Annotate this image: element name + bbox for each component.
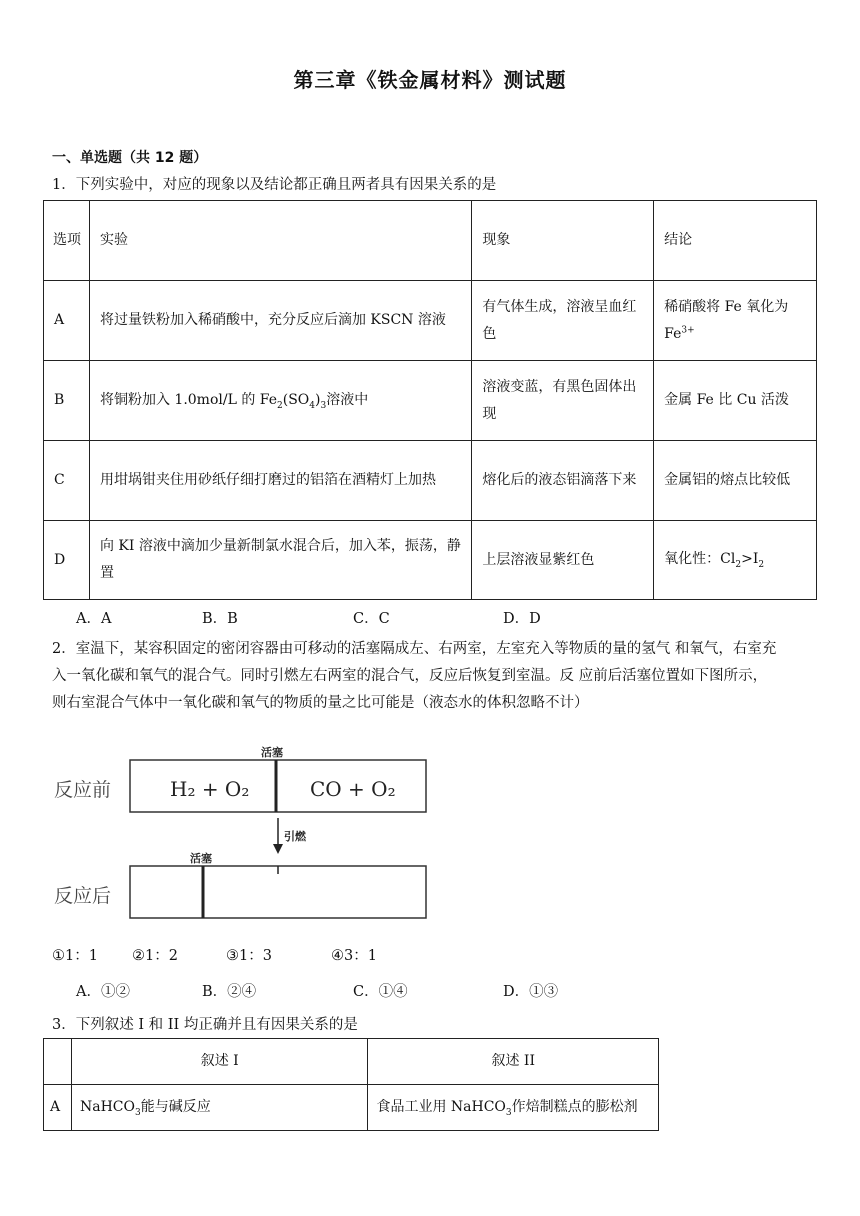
q1-stem: 1．下列实验中，对应的现象以及结论都正确且两者具有因果关系的是 bbox=[52, 177, 497, 193]
row-conclusion: 氧化性：$Cl_2>I_2$ bbox=[654, 521, 817, 600]
option-a[interactable]: A．A bbox=[76, 611, 112, 627]
q2-options bbox=[76, 980, 558, 1001]
header-option: 选项 bbox=[44, 201, 90, 281]
q2-stem-line: 则右室混合气体中一氧化碳和氧气的物质的量之比可能是（液态水的体积忽略不计） bbox=[52, 694, 589, 711]
ratio-item: ①1：1 bbox=[52, 948, 98, 964]
table-row bbox=[44, 281, 817, 361]
page-title: 第三章《铁金属材料》测试题 bbox=[293, 68, 567, 92]
row-conclusion: 金属 Fe 比 Cu 活泼 bbox=[654, 361, 817, 441]
row-statement-2: 食品工业用 NaHCO$_3$作焙制糕点的膨松剂 bbox=[368, 1085, 659, 1131]
q3-table bbox=[43, 1038, 659, 1131]
before-label: 反应前 bbox=[54, 779, 112, 801]
q2-stem-line: 入一氧化碳和氧气的混合气。同时引燃左右两室的混合气，反应后恢复到室温。反 应前后活塞位置如下图所示， bbox=[52, 667, 768, 684]
q1-options bbox=[76, 607, 541, 628]
option-a[interactable]: A．①② bbox=[76, 984, 130, 1000]
piston-label-top: 活塞 bbox=[261, 746, 283, 759]
table-row bbox=[44, 441, 817, 521]
row-conclusion: 稀硝酸将 Fe 氧化为 $Fe^{3+}$ bbox=[654, 281, 817, 361]
row-experiment: 将过量铁粉加入稀硝酸中，充分反应后滴加 KSCN 溶液 bbox=[89, 281, 471, 361]
table-row bbox=[44, 361, 817, 441]
row-option: D bbox=[44, 521, 90, 600]
row-phenomenon: 有气体生成，溶液呈血红色 bbox=[472, 281, 654, 361]
header-experiment: 实验 bbox=[89, 201, 471, 281]
table-header-row bbox=[44, 1039, 659, 1085]
header-blank bbox=[44, 1039, 72, 1085]
row-option: A bbox=[44, 281, 90, 361]
q1-table bbox=[43, 200, 817, 600]
row-experiment: 向 KI 溶液中滴加少量新制氯水混合后，加入苯，振荡，静置 bbox=[89, 521, 471, 600]
option-c[interactable]: C．C bbox=[353, 611, 390, 627]
table-header-row bbox=[44, 201, 817, 281]
option-d[interactable]: D．①③ bbox=[503, 984, 559, 1000]
row-conclusion: 金属铝的熔点比较低 bbox=[654, 441, 817, 521]
row-statement-1: NaHCO$_3$能与碱反应 bbox=[71, 1085, 367, 1131]
header-conclusion: 结论 bbox=[654, 201, 817, 281]
right-gas-label: CO + O₂ bbox=[310, 777, 396, 801]
row-option: C bbox=[44, 441, 90, 521]
ratio-item: ③1：3 bbox=[226, 948, 272, 964]
piston-label-bottom: 活塞 bbox=[190, 852, 212, 865]
table-row bbox=[44, 521, 817, 600]
header-statement-2: 叙述 II bbox=[368, 1039, 659, 1085]
ratio-item: ④3：1 bbox=[331, 948, 377, 964]
section-heading: 一、单选题（共 12 题） bbox=[52, 150, 208, 166]
piston-diagram bbox=[52, 742, 432, 927]
q2-stem bbox=[52, 636, 776, 716]
left-gas-label: H₂ + O₂ bbox=[170, 777, 250, 801]
after-label: 反应后 bbox=[54, 885, 112, 907]
q2-stem-line: 2．室温下，某容积固定的密闭容器由可移动的活塞隔成左、右两室，左室充入等物质的量的氢气 和氧气，右室充 bbox=[52, 641, 777, 657]
option-d[interactable]: D．D bbox=[503, 611, 541, 627]
row-phenomenon: 熔化后的液态铝滴落下来 bbox=[472, 441, 654, 521]
ratio-item: ②1：2 bbox=[132, 948, 178, 964]
table-row bbox=[44, 1085, 659, 1131]
row-experiment: 用坩埚钳夹住用砂纸仔细打磨过的铝箔在酒精灯上加热 bbox=[89, 441, 471, 521]
option-b[interactable]: B．②④ bbox=[202, 984, 257, 1000]
q3-stem: 3．下列叙述 I 和 II 均正确并且有因果关系的是 bbox=[52, 1017, 358, 1033]
row-phenomenon: 溶液变蓝，有黑色固体出现 bbox=[472, 361, 654, 441]
q2-ratios bbox=[52, 944, 377, 965]
row-option: A bbox=[44, 1085, 72, 1131]
option-b[interactable]: B．B bbox=[202, 611, 238, 627]
row-experiment: 将铜粉加入 1.0mol/L 的 $Fe_2(SO_4)_3$溶液中 bbox=[89, 361, 471, 441]
row-phenomenon: 上层溶液显紫红色 bbox=[472, 521, 654, 600]
option-c[interactable]: C．①④ bbox=[353, 984, 408, 1000]
row-option: B bbox=[44, 361, 90, 441]
header-statement-1: 叙述 I bbox=[71, 1039, 367, 1085]
ignite-label: 引燃 bbox=[284, 830, 306, 843]
header-phenomenon: 现象 bbox=[472, 201, 654, 281]
arrow-down-icon bbox=[273, 844, 283, 854]
